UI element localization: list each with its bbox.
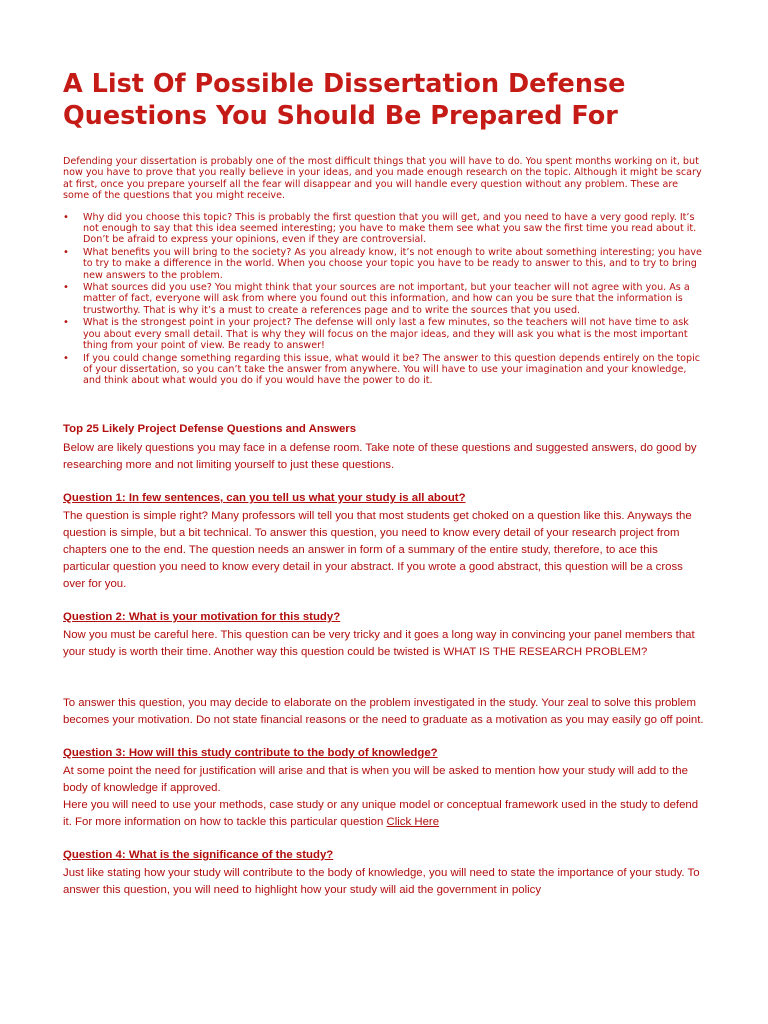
question-3-text: At some point the need for justification will arise and that is when you will be asked to mention how your study will add to the body of knowledge if approved. [63,764,688,794]
list-item: • What benefits you will bring to the society? As you already know, it’s not enough to write about something interesting; you have to try to make a difference in the world. When you choose your topic you have to be ready to answer to this, and to try to bring new answers to the problem. [63,247,705,281]
intro-paragraph: Defending your dissertation is probably one of the most difficult things that you will have to do. You spent months working on it, but now you have to prove that you really believe in your ideas, and you made enough research on the topic. Although it might be scary at first, once you prepare yourself all the fear will disappear and you will handle every question without any problem. These are some of the questions that you might receive. [63,156,702,202]
question-4-heading: Question 4: What is the significance of the study? [63,848,334,861]
question-3-section [63,745,705,831]
question-1-text: The question is simple right? Many professors will tell you that most students get choked on a question like this. Anyways the question is simple, but a bit technical. To answer this question, you need to know every detail of your research project from chapters one to the end. The question needs an answer in form of a summary of the entire study, therefore, to ace this particular question you need to know every detail in your abstract. If you wrote a good abstract, this question will be a cross over for you. [63,509,692,590]
question-3-answer [63,797,705,831]
top25-heading: Top 25 Likely Project Defense Questions and Answers [63,422,357,435]
top25-section [63,421,705,474]
question-2-answer: To answer this question, you may decide to elaborate on the problem investigated in the study. Your zeal to solve this problem becomes your motivation. Do not state financial reasons or the need to graduate as a motivation as you may easily go off point. [63,696,704,726]
list-item: • Why did you choose this topic? This is probably the first question that you will get, and you need to have a very good reply. It’s not enough to say that this idea seemed interesting; you have to make them see what you saw the first time you read about it. Don’t be afraid to express your opinions, even if they are controversial. [63,212,705,246]
question-2-heading: Question 2: What is your motivation for this study? [63,610,341,623]
document-page [63,68,705,915]
top25-text: Below are likely questions you may face in a defense room. Take note of these questions and suggested answers, do good by researching more and not limiting yourself to just these questions. [63,441,697,471]
list-item: • What sources did you use? You might think that your sources are not important, but your teacher will not agree with you. As a matter of fact, everyone will ask from where you found out this information, and how can you be sure that the information is trustworthy. That is why it’s a must to create a references page and to write the sources that you used. [63,282,705,316]
question-4-section [63,847,705,899]
click-here-link[interactable]: Click Here [386,815,440,828]
question-2-text: Now you must be careful here. This question can be very tricky and it goes a long way in convincing your panel members that your study is worth their time. Another way this question could be twisted is WHAT IS THE RESEARCH PROBLEM? [63,628,695,658]
list-item: • If you could change something regarding this issue, what would it be? The answer to this question depends entirely on the topic of your dissertation, so you can’t take the answer from anywhere. You will have to use your imagination and your knowledge, and think about what would you do if you would have the power to do it. [63,353,705,387]
question-3-heading: Question 3: How will this study contribute to the body of knowledge? [63,746,438,759]
question-3-answer-text: Here you will need to use your methods, case study or any unique model or conceptual framework used in the study to defend it. For more information on how to tackle this particular question [63,798,699,828]
question-4-text: Just like stating how your study will contribute to the body of knowledge, you will need to state the importance of your study. To answer this question, you will need to highlight how your study will aid the government in policy [63,866,700,896]
list-item: • What is the strongest point in your project? The defense will only last a few minutes, so the teachers will not have time to ask you about every small detail. That is why they will focus on the major ideas, and they will ask you what is the most important thing from your point of view. Be ready to answer! [63,317,705,351]
question-2-section [63,609,705,729]
question-bullet-list [63,212,705,387]
document-title: A List Of Possible Dissertation Defense Questions You Should Be Prepared For [63,69,626,131]
question-1-heading: Question 1: In few sentences, can you tell us what your study is all about? [63,491,466,504]
question-1-section [63,490,705,593]
